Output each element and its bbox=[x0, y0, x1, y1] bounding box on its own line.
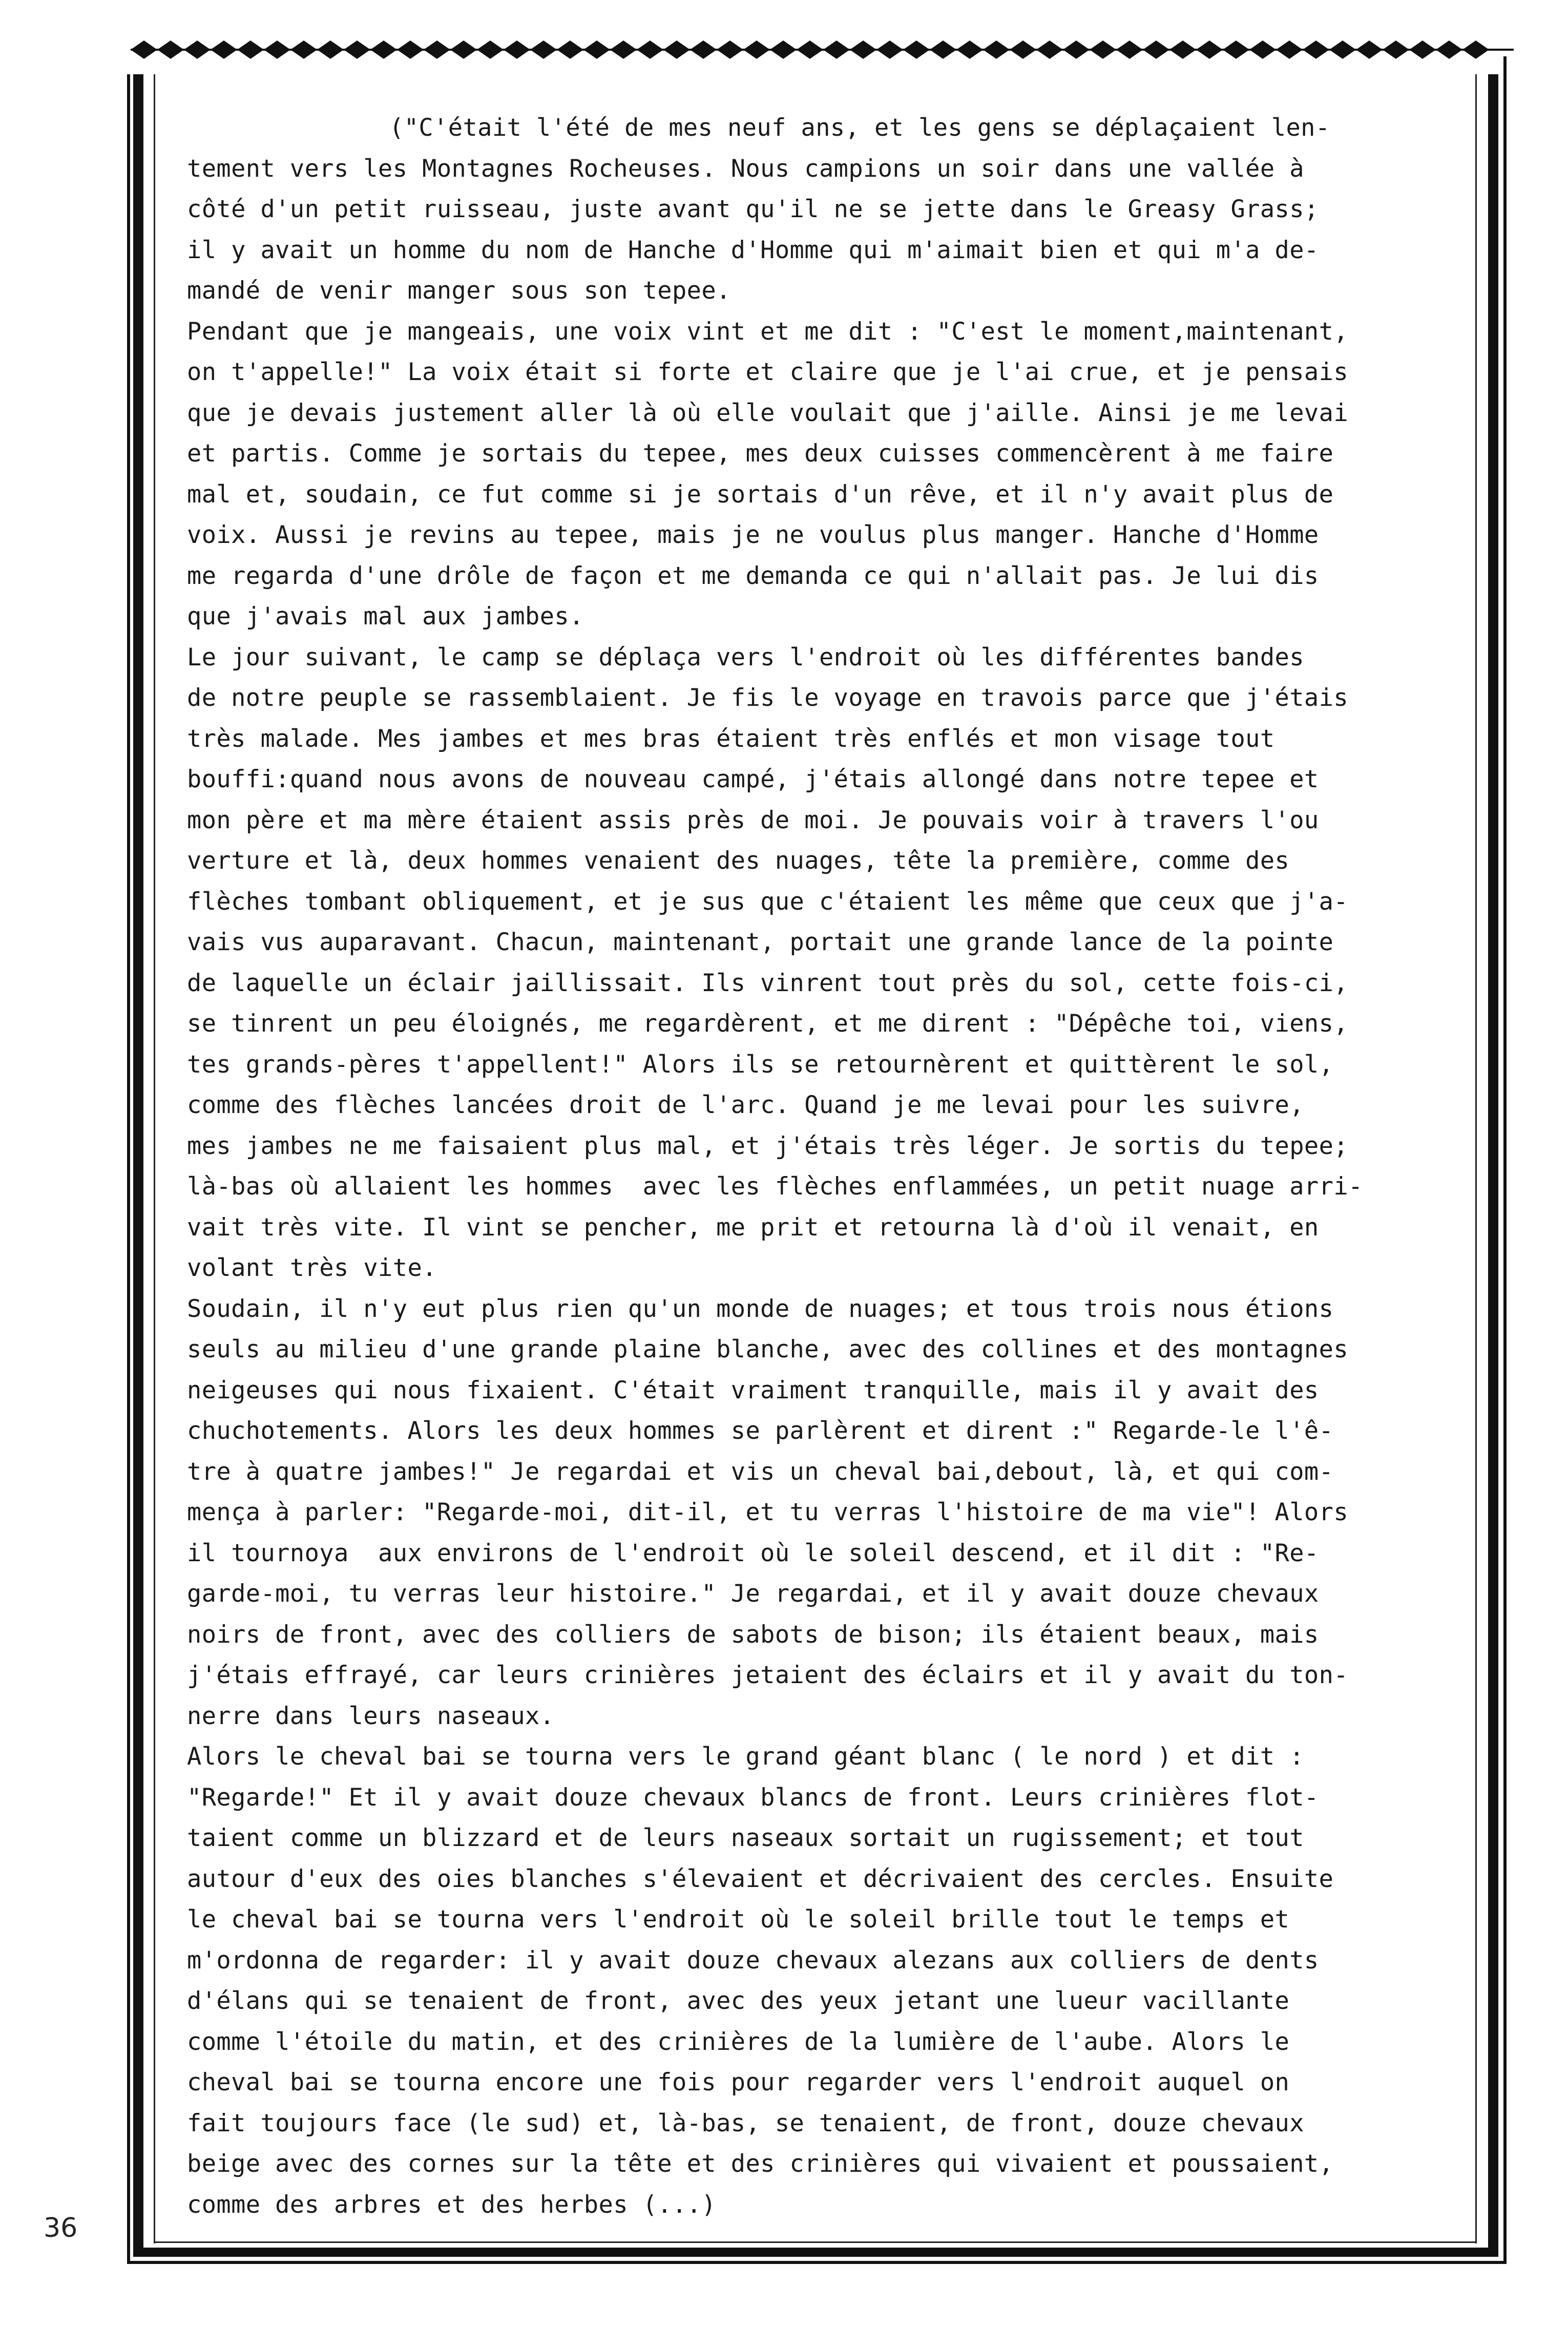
text-line: me regarda d'une drôle de façon et me demanda ce qui n'allait pas. Je lui dis bbox=[187, 561, 1319, 590]
chain-diamond bbox=[450, 40, 477, 59]
text-line: "Regarde!" Et il y avait douze chevaux blancs de front. Leurs crinières flot- bbox=[187, 1783, 1319, 1812]
chain-diamond bbox=[1010, 40, 1036, 59]
chain-diamond bbox=[1196, 40, 1223, 59]
chain-diamond bbox=[530, 40, 557, 59]
text-line: tement vers les Montagnes Rocheuses. Nous campions un soir dans une vallée à bbox=[187, 154, 1304, 183]
chain-diamond bbox=[1436, 40, 1462, 59]
frame-left-outer-rule bbox=[127, 74, 130, 2261]
chain-diamond bbox=[157, 40, 184, 59]
chain-diamond bbox=[424, 40, 450, 59]
frame-right-outer-rule bbox=[1503, 56, 1507, 2264]
chain-diamond bbox=[1169, 40, 1196, 59]
text-line: Alors le cheval bai se tourna vers le grand géant blanc ( le nord ) et dit : bbox=[187, 1743, 1304, 1771]
chain-diamond bbox=[1383, 40, 1409, 59]
chain-diamond bbox=[1090, 40, 1116, 59]
chain-diamond bbox=[317, 40, 344, 59]
text-line: j'étais effrayé, car leurs crinières jetaient des éclairs et il y avait du ton- bbox=[187, 1661, 1349, 1689]
chain-diamond bbox=[397, 40, 424, 59]
text-line: mal et, soudain, ce fut comme si je sortais d'un rêve, et il n'y avait plus de bbox=[187, 480, 1334, 509]
text-line: Pendant que je mangeais, une voix vint et me dit : "C'est le moment,maintenant, bbox=[187, 317, 1349, 346]
text-line: le cheval bai se tourna vers l'endroit où le soleil brille tout le temps et bbox=[187, 1905, 1290, 1934]
text-line: flèches tombant obliquement, et je sus que c'étaient les même que ceux que j'a- bbox=[187, 887, 1349, 916]
diamond-chain-ornament bbox=[131, 32, 1514, 68]
text-line: Le jour suivant, le camp se déplaça vers l'endroit où les différentes bandes bbox=[187, 643, 1304, 672]
chain-diamond bbox=[583, 40, 610, 59]
text-line: nerre dans leurs naseaux. bbox=[187, 1702, 555, 1730]
text-line: comme des arbres et des herbes (...) bbox=[187, 2190, 717, 2219]
chain-diamond bbox=[663, 40, 690, 59]
chain-diamond bbox=[717, 40, 743, 59]
text-line: beige avec des cornes sur la tête et des crinières qui vivaient et poussaient, bbox=[187, 2150, 1334, 2178]
chain-diamond bbox=[1143, 40, 1169, 59]
text-line: cheval bai se tourna encore une fois pour regarder vers l'endroit auquel on bbox=[187, 2068, 1290, 2096]
text-line: que j'avais mal aux jambes. bbox=[187, 602, 584, 631]
text-line: noirs de front, avec des colliers de sabots de bison; ils étaient beaux, mais bbox=[187, 1620, 1319, 1649]
text-line: fait toujours face (le sud) et, là-bas, se tenaient, de front, douze chevaux bbox=[187, 2109, 1304, 2137]
text-line: et partis. Comme je sortais du tepee, mes deux cuisses commencèrent à me faire bbox=[187, 439, 1334, 468]
text-line: seuls au milieu d'une grande plaine blanche, avec des collines et des montagnes bbox=[187, 1335, 1349, 1364]
text-line: mes jambes ne me faisaient plus mal, et j'étais très léger. Je sortis du tepee; bbox=[187, 1131, 1349, 1160]
chain-diamond bbox=[1409, 40, 1436, 59]
text-line: garde-moi, tu verras leur histoire." Je regardai, et il y avait douze chevaux bbox=[187, 1580, 1319, 1608]
text-line: neigeuses qui nous fixaient. C'était vraiment tranquille, mais il y avait des bbox=[187, 1376, 1319, 1404]
chain-diamond bbox=[211, 40, 237, 59]
text-line: chuchotements. Alors les deux hommes se parlèrent et dirent :" Regarde-le l'ê- bbox=[187, 1417, 1334, 1445]
frame-bottom-outer-rule bbox=[127, 2261, 1507, 2264]
text-line: autour d'eux des oies blanches s'élevaient et décrivaient des cercles. Ensuite bbox=[187, 1864, 1334, 1893]
text-line: vais vus auparavant. Chacun, maintenant, portait une grande lance de la pointe bbox=[187, 928, 1334, 956]
chain-diamond bbox=[690, 40, 717, 59]
chain-diamond bbox=[344, 40, 370, 59]
text-line: mença à parler: "Regarde-moi, dit-il, et tu verras l'histoire de ma vie"! Alors bbox=[187, 1498, 1349, 1526]
chain-diamond bbox=[1223, 40, 1249, 59]
text-line: il tournoya aux environs de l'endroit où le soleil descend, et il dit : "Re- bbox=[187, 1539, 1319, 1567]
text-line: vait très vite. Il vint se pencher, me prit et retourna là d'où il venait, en bbox=[187, 1213, 1319, 1242]
frame-right-thick-rule bbox=[1488, 74, 1498, 2256]
chain-diamond bbox=[850, 40, 876, 59]
chain-diamond bbox=[903, 40, 930, 59]
chain-diamond bbox=[290, 40, 317, 59]
chain-diamond bbox=[1303, 40, 1329, 59]
text-line: ("C'était l'été de mes neuf ans, et les gens se déplaçaient len- bbox=[389, 114, 1330, 142]
chain-diamond bbox=[557, 40, 583, 59]
text-line: volant très vite. bbox=[187, 1254, 437, 1282]
text-line: comme des flèches lancées droit de l'arc. Quand je me levai pour les suivre, bbox=[187, 1091, 1304, 1119]
text-line: m'ordonna de regarder: il y avait douze chevaux alezans aux colliers de dents bbox=[187, 1946, 1319, 1975]
text-line: de laquelle un éclair jaillissait. Ils vinrent tout près du sol, cette fois-ci, bbox=[187, 969, 1349, 997]
text-line: bouffi:quand nous avons de nouveau campé, j'étais allongé dans notre tepee et bbox=[187, 765, 1319, 793]
frame-left-inner-rule bbox=[154, 74, 155, 2243]
text-line: on t'appelle!" La voix était si forte et claire que je l'ai crue, et je pensais bbox=[187, 358, 1349, 386]
frame-bottom-inner-rule bbox=[154, 2241, 1477, 2243]
text-line: taient comme un blizzard et de leurs naseaux sortait un rugissement; et tout bbox=[187, 1824, 1304, 1852]
text-line: verture et là, deux hommes venaient des nuages, tête la première, comme des bbox=[187, 847, 1290, 875]
chain-diamond bbox=[983, 40, 1010, 59]
chain-diamond bbox=[956, 40, 983, 59]
text-line: très malade. Mes jambes et mes bras étaient très enflés et mon visage tout bbox=[187, 724, 1275, 753]
text-line: mon père et ma mère étaient assis près de moi. Je pouvais voir à travers l'ou bbox=[187, 806, 1319, 834]
chain-diamond bbox=[131, 40, 157, 59]
chain-diamond bbox=[370, 40, 397, 59]
chain-diamond bbox=[797, 40, 823, 59]
chain-diamond bbox=[504, 40, 530, 59]
chain-diamond bbox=[477, 40, 504, 59]
chain-diamond bbox=[770, 40, 797, 59]
chain-diamond bbox=[1276, 40, 1303, 59]
text-line: Soudain, il n'y eut plus rien qu'un monde de nuages; et tous trois nous étions bbox=[187, 1294, 1334, 1323]
chain-diamond bbox=[930, 40, 956, 59]
chain-diamond bbox=[610, 40, 637, 59]
text-line: d'élans qui se tenaient de front, avec des yeux jetant une lueur vacillante bbox=[187, 1987, 1290, 2015]
chain-diamond bbox=[1116, 40, 1143, 59]
typed-text-block bbox=[187, 108, 1478, 2225]
chain-diamond bbox=[1063, 40, 1090, 59]
text-line: tre à quatre jambes!" Je regardai et vis un cheval bai,debout, là, et qui com- bbox=[187, 1457, 1334, 1486]
chain-diamond bbox=[876, 40, 903, 59]
chain-diamond bbox=[264, 40, 290, 59]
chain-diamond bbox=[1462, 40, 1489, 59]
chain-diamond bbox=[184, 40, 211, 59]
text-line: là-bas où allaient les hommes avec les flèches enflammées, un petit nuage arri- bbox=[187, 1172, 1363, 1201]
chain-diamond bbox=[1356, 40, 1383, 59]
text-line: voix. Aussi je revins au tepee, mais je ne voulus plus manger. Hanche d'Homme bbox=[187, 521, 1319, 549]
chain-diamond bbox=[1329, 40, 1356, 59]
text-line: se tinrent un peu éloignés, me regardèrent, et me dirent : "Dépêche toi, viens, bbox=[187, 1010, 1349, 1038]
chain-diamond bbox=[1249, 40, 1276, 59]
chain-diamond bbox=[743, 40, 770, 59]
frame-left-thick-rule bbox=[133, 74, 143, 2256]
page-number: 36 bbox=[44, 2213, 78, 2243]
frame-bottom-thick-rule bbox=[133, 2248, 1498, 2257]
text-line: de notre peuple se rassemblaient. Je fis le voyage en travois parce que j'étais bbox=[187, 684, 1349, 712]
chain-diamond bbox=[823, 40, 850, 59]
text-line: il y avait un homme du nom de Hanche d'Homme qui m'aimait bien et qui m'a de- bbox=[187, 236, 1319, 264]
text-line: tes grands-pères t'appellent!" Alors ils se retournèrent et quittèrent le sol, bbox=[187, 1050, 1334, 1079]
text-line: côté d'un petit ruisseau, juste avant qu'il ne se jette dans le Greasy Grass; bbox=[187, 195, 1319, 223]
chain-diamond bbox=[237, 40, 264, 59]
chain-diamond bbox=[637, 40, 663, 59]
text-line: mandé de venir manger sous son tepee. bbox=[187, 277, 731, 305]
text-line: comme l'étoile du matin, et des crinières de la lumière de l'aube. Alors le bbox=[187, 2027, 1290, 2056]
text-line: que je devais justement aller là où elle voulait que j'aille. Ainsi je me levai bbox=[187, 399, 1349, 427]
chain-diamond bbox=[1036, 40, 1063, 59]
